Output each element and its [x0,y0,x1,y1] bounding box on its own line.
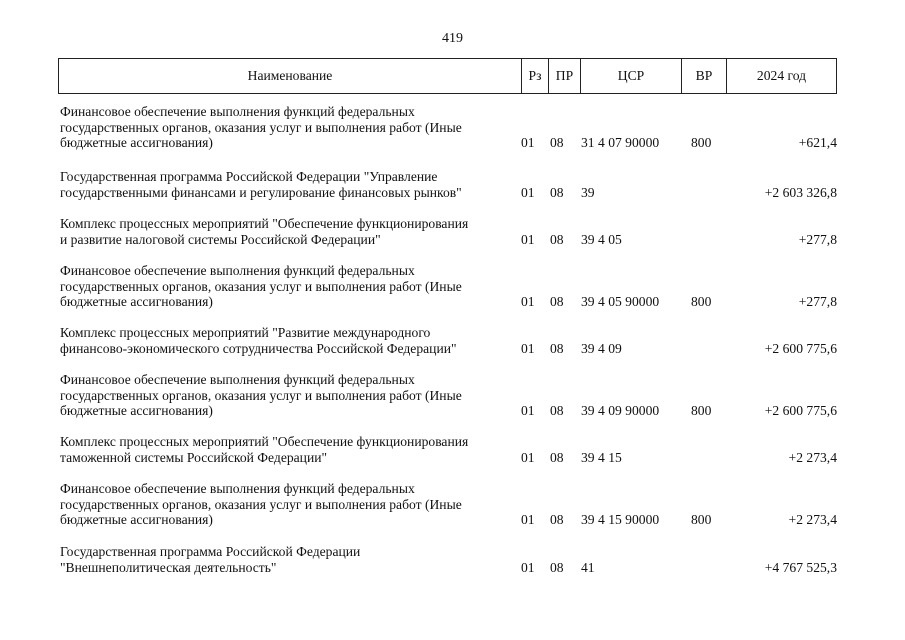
row-name [60,544,516,575]
row-name [60,169,516,200]
row-name [60,481,516,528]
row-name-line: таможенной системы Российской Федерации" [60,449,328,465]
row-pr: 08 [550,184,564,200]
row-csr: 39 4 09 [581,340,622,356]
row-pr: 08 [550,231,564,247]
row-name-line: бюджетные ассигнования) [60,294,213,310]
table-row [0,325,905,356]
header-pr: ПР [548,59,580,93]
row-name-line: Комплекс процессных мероприятий "Развитие международного [60,325,431,340]
row-pr: 08 [550,403,564,419]
row-value: +621,4 [798,135,837,151]
row-name-line: государственных органов, оказания услуг и выполнения работ (Иные [60,119,462,135]
row-value: +2 273,4 [788,449,837,465]
row-csr: 39 [581,184,595,200]
row-vr: 800 [691,403,712,419]
table-row [0,169,905,200]
row-name-line: государственными финансами и регулирование финансовых рынков" [60,184,462,200]
row-rz: 01 [521,184,535,200]
row-vr: 800 [691,135,712,151]
row-value: +2 600 775,6 [764,340,837,356]
header-year: 2024 год [726,59,836,93]
row-name [60,434,516,465]
row-name-line: бюджетные ассигнования) [60,135,213,151]
row-rz: 01 [521,512,535,528]
row-name-line: Комплекс процессных мероприятий "Обеспечение функционирования [60,434,469,449]
table-row [0,481,905,528]
table-row [0,263,905,310]
row-pr: 08 [550,512,564,528]
row-csr: 39 4 15 90000 [581,512,660,528]
row-name-line: Государственная программа Российской Федерации "Управление [60,169,438,184]
row-name-line: государственных органов, оказания услуг и выполнения работ (Иные [60,496,462,512]
header-rz: Рз [521,59,548,93]
table-row [0,544,905,575]
table-row [0,372,905,419]
row-value: +2 603 326,8 [764,184,837,200]
table-row [0,216,905,247]
header-csr: ЦСР [580,59,681,93]
row-csr: 39 4 05 90000 [581,294,660,310]
row-name [60,216,516,247]
row-name-line: государственных органов, оказания услуг и выполнения работ (Иные [60,278,462,294]
row-pr: 08 [550,559,564,575]
row-value: +277,8 [798,294,837,310]
row-name [60,104,516,151]
row-pr: 08 [550,294,564,310]
row-vr: 800 [691,294,712,310]
row-csr: 39 4 15 [581,449,622,465]
row-name-line: финансово-экономического сотрудничества Российской Федерации" [60,340,457,356]
row-vr: 800 [691,512,712,528]
row-name-line: бюджетные ассигнования) [60,403,213,419]
row-value: +277,8 [798,231,837,247]
row-rz: 01 [521,403,535,419]
row-value: +2 273,4 [788,512,837,528]
row-name [60,325,516,356]
row-name-line: бюджетные ассигнования) [60,512,213,528]
header-vr: ВР [681,59,726,93]
table-row [0,434,905,465]
row-name [60,263,516,310]
row-csr: 39 4 05 [581,231,622,247]
row-pr: 08 [550,449,564,465]
row-pr: 08 [550,135,564,151]
row-rz: 01 [521,135,535,151]
row-name-line: Финансовое обеспечение выполнения функций федеральных [60,372,415,387]
row-name-line: Комплекс процессных мероприятий "Обеспечение функционирования [60,216,469,231]
row-csr: 39 4 09 90000 [581,403,660,419]
row-rz: 01 [521,231,535,247]
row-csr: 41 [581,559,595,575]
row-name-line: Финансовое обеспечение выполнения функций федеральных [60,481,415,496]
row-rz: 01 [521,559,535,575]
row-name-line: Финансовое обеспечение выполнения функций федеральных [60,263,415,278]
row-name-line: "Внешнеполитическая деятельность" [60,559,277,575]
row-value: +4 767 525,3 [764,559,837,575]
row-csr: 31 4 07 90000 [581,135,660,151]
page-number: 419 [442,31,463,46]
row-name [60,372,516,419]
row-pr: 08 [550,340,564,356]
row-name-line: Финансовое обеспечение выполнения функций федеральных [60,104,415,119]
table-row [0,104,905,151]
row-rz: 01 [521,449,535,465]
header-name: Наименование [247,68,333,84]
row-value: +2 600 775,6 [764,403,837,419]
row-rz: 01 [521,340,535,356]
table-header [58,58,837,94]
row-name-line: государственных органов, оказания услуг и выполнения работ (Иные [60,387,462,403]
row-name-line: Государственная программа Российской Федерации [60,544,361,559]
row-rz: 01 [521,294,535,310]
row-name-line: и развитие налоговой системы Российской Федерации" [60,231,381,247]
